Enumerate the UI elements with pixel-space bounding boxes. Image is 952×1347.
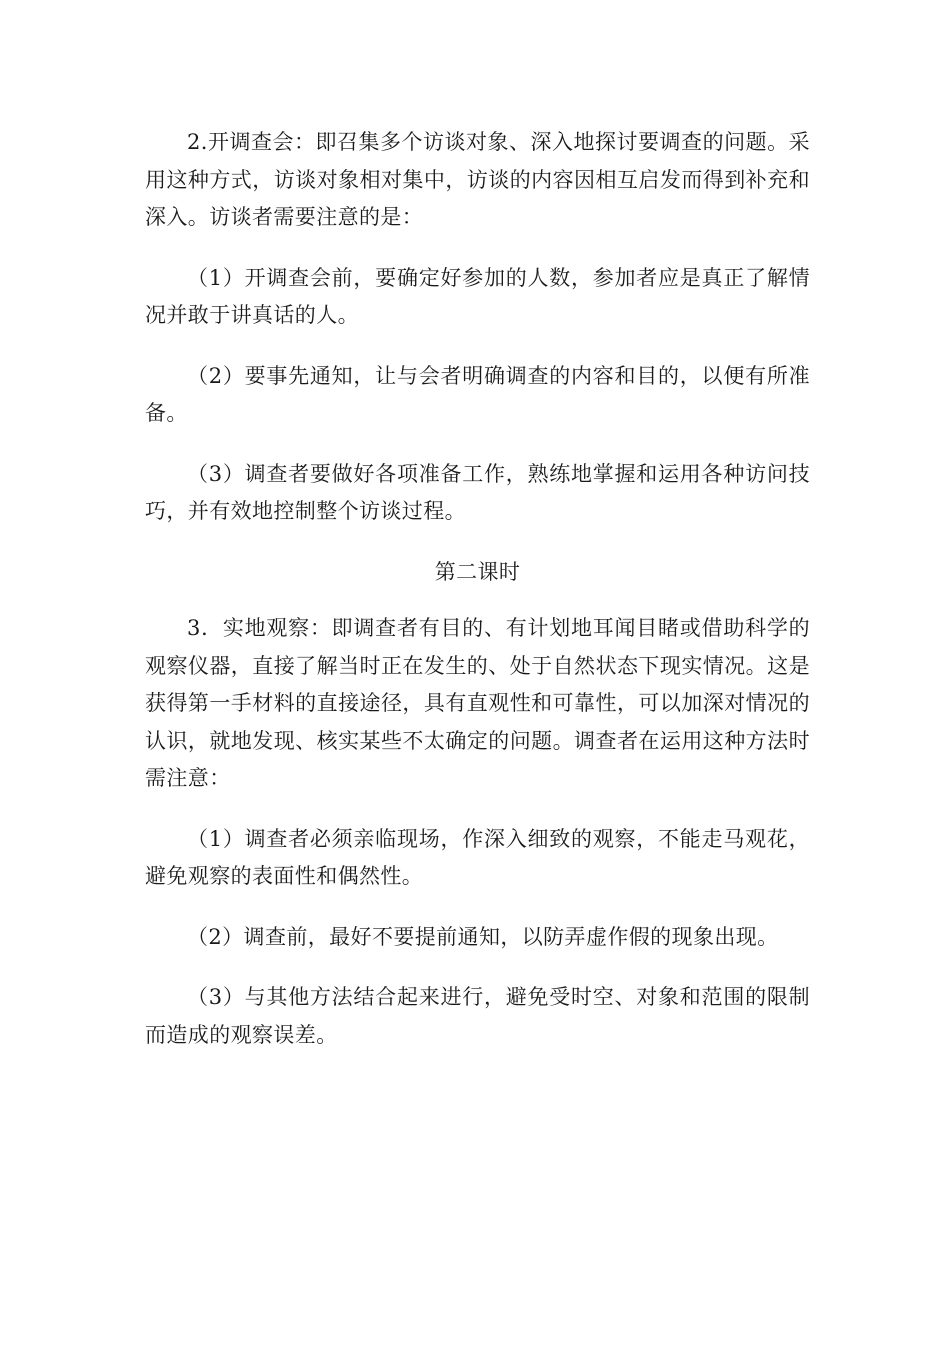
paragraph-observation-point-1: （1）调查者必须亲临现场，作深入细致的观察，不能走马观花，避免观察的表面性和偶然性。 [145, 826, 810, 888]
paragraph-meeting-point-2: （2）要事先通知，让与会者明确调查的内容和目的，以便有所准备。 [145, 363, 810, 425]
paragraph-field-observation: 3．实地观察：即调查者有目的、有计划地耳闻目睹或借助科学的观察仪器，直接了解当时正在发生的、处于自然状态下现实情况。这是获得第一手材料的直接途径，具有直观性和可靠性，可以加深对情况的认识，就地发现、核实某些不太确定的问题。调查者在运用这种方法时需注意： [145, 616, 810, 790]
paragraph-observation-point-3: （3）与其他方法结合起来进行，避免受时空、对象和范围的限制而造成的观察误差。 [145, 985, 810, 1047]
section-heading: 第二课时 [434, 559, 521, 584]
paragraph-meeting-point-3: （3）调查者要做好各项准备工作，熟练地掌握和运用各种访问技巧，并有效地控制整个访谈过程。 [145, 461, 810, 523]
paragraph-observation-point-2: （2）调查前，最好不要提前通知，以防弄虚作假的现象出现。 [187, 924, 779, 949]
paragraph-meeting-point-1: （1）开调查会前，要确定好参加的人数，参加者应是真正了解情况并敢于讲真话的人。 [145, 265, 810, 327]
paragraph-survey-meeting: 2.开调查会：即召集多个访谈对象、深入地探讨要调查的问题。采用这种方式，访谈对象相对集中，访谈的内容因相互启发而得到补充和深入。访谈者需要注意的是： [145, 130, 810, 229]
document-body [145, 124, 810, 1077]
